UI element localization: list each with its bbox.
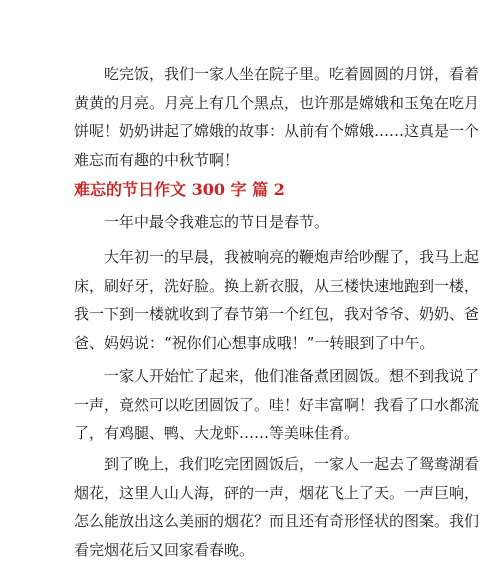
text-line: 到了晚上，我们吃完团圆饭后，一家人一起去了鸳鸯湖看 bbox=[104, 455, 480, 473]
text-line: 难忘而有趣的中秋节啊！ bbox=[74, 150, 240, 169]
text-line: 看完烟花后又回家看春晚。 bbox=[74, 540, 255, 559]
text-line: 了，有鸡腿、鸭、大龙虾……等美味佳肴。 bbox=[74, 424, 360, 442]
paragraph-intro bbox=[74, 208, 434, 237]
paragraph-mid-autumn bbox=[74, 60, 480, 174]
text-line: 黄黄的月亮。月亮上有几个黑点，也许那是嫦娥和玉兔在吃月 bbox=[74, 93, 480, 112]
text-line: 一家人开始忙了起来，他们准备煮团圆饭。想不到我说了 bbox=[104, 367, 480, 385]
text-line: 吃完饭，我们一家人坐在院子里。吃着圆圆的月饼，看着 bbox=[104, 65, 480, 83]
text-line: 床，刷好牙，洗好脸。换上新衣服，从三楼快速地跑到一楼， bbox=[74, 276, 480, 295]
text-line: 爸、妈妈说：“祝你们心想事成哦！”一转眼到了中午。 bbox=[74, 333, 435, 352]
paragraph-reunion-dinner bbox=[74, 362, 480, 448]
text-line: 一声，竟然可以吃团圆饭了。哇！好丰富啊！我看了口水都流 bbox=[74, 395, 480, 414]
paragraph-morning bbox=[74, 243, 480, 357]
essay-heading: 难忘的节日作文 300 字 篇 2 bbox=[74, 180, 285, 199]
text-line: 怎么能放出这么美丽的烟花？而且还有奇形怪状的图案。我们 bbox=[74, 512, 480, 530]
text-line: 一年中最令我难忘的节日是春节。 bbox=[104, 213, 330, 231]
text-line: 大年初一的早晨，我被响亮的鞭炮声给吵醒了，我马上起 bbox=[104, 248, 480, 266]
paragraph-fireworks bbox=[74, 450, 480, 564]
text-line: 烟花，这里人山人海，砰的一声，烟花飞上了天。一声巨响， bbox=[74, 483, 480, 502]
text-line: 我一下到一楼就收到了春节第一个红包，我对爷爷、奶奶、爸 bbox=[74, 305, 480, 323]
text-line: 饼呢！奶奶讲起了嫦娥的故事：从前有个嫦娥……这真是一个 bbox=[74, 122, 480, 140]
